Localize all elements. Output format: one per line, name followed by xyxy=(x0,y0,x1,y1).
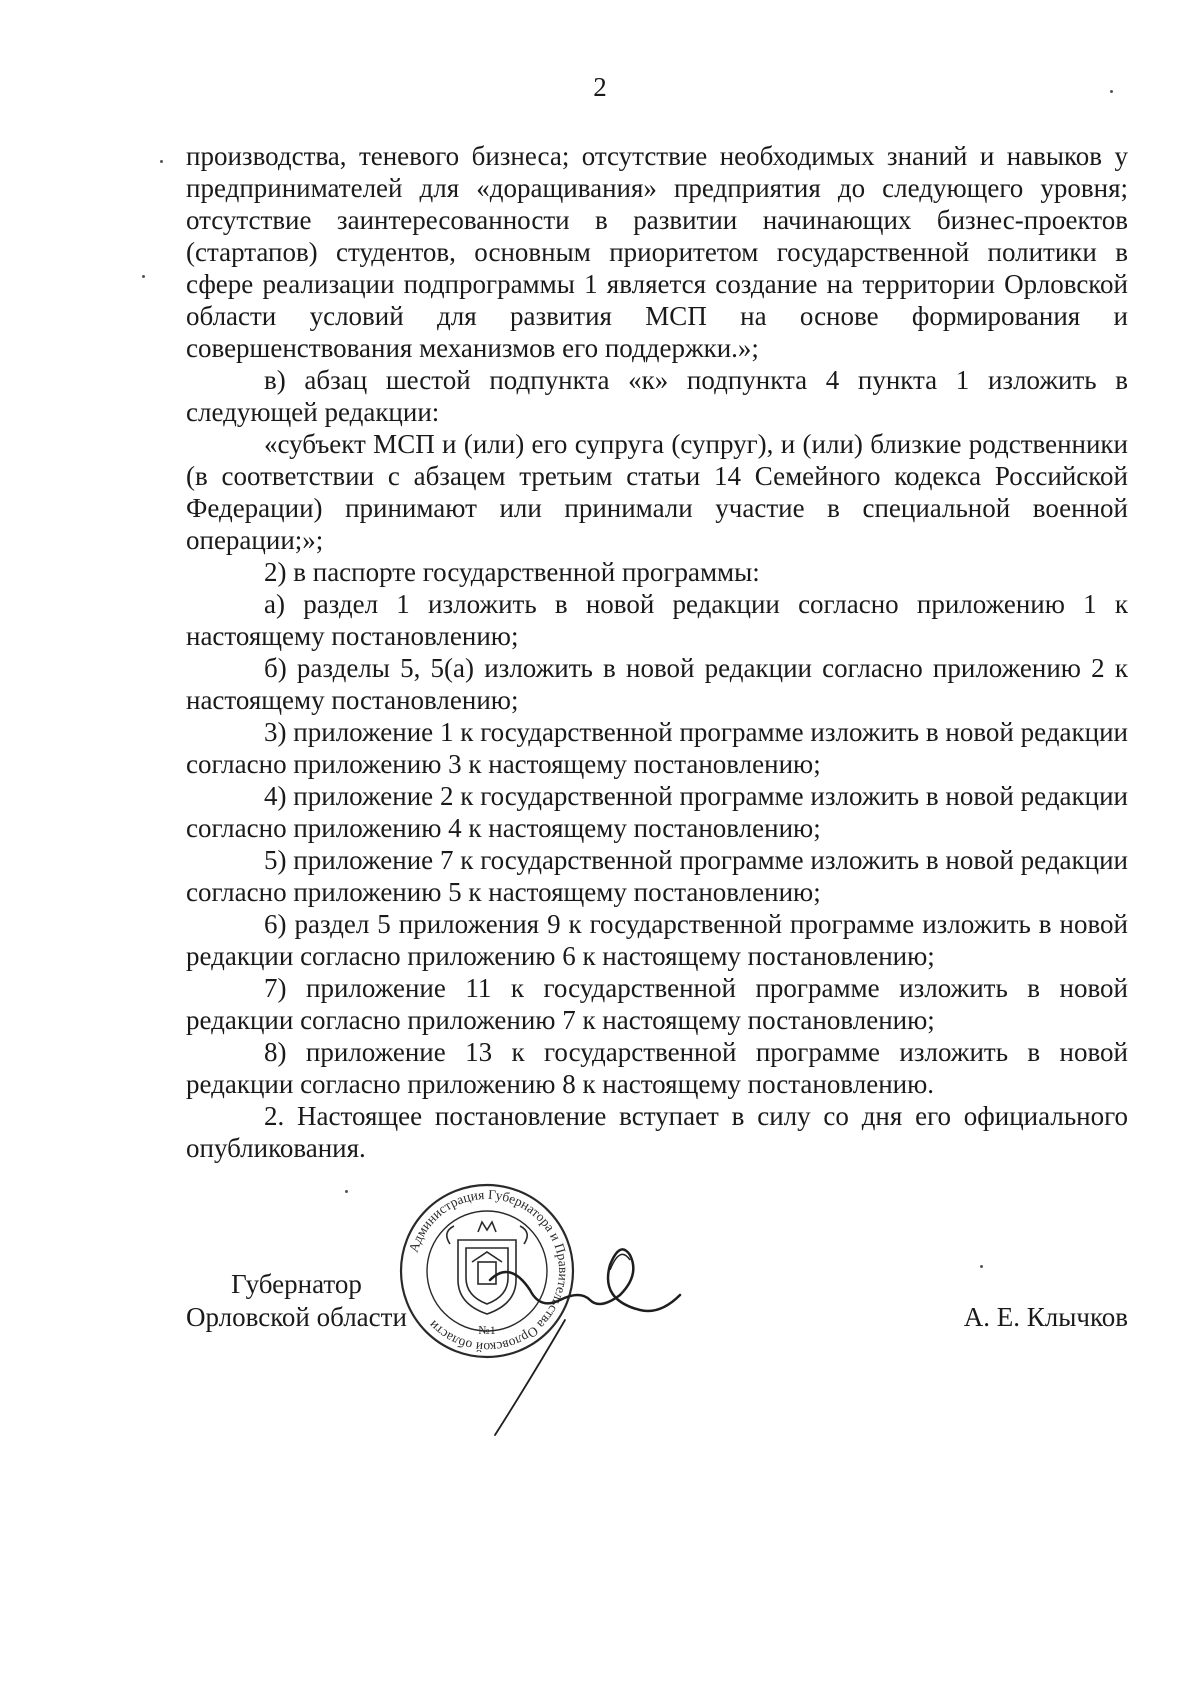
paragraph-item-3: 3) приложение 1 к государственной программе изложить в новой редакции согласно приложению 3 к настоящему постановлению; xyxy=(186,717,1128,779)
paragraph-item-6: 6) раздел 5 приложения 9 к государственной программе изложить в новой редакции согласно приложению 6 к настоящему постановлению; xyxy=(186,909,1128,971)
paragraph-item-4: 4) приложение 2 к государственной программе изложить в новой редакции согласно приложению 4 к настоящему постановлению; xyxy=(186,781,1128,843)
signer-name: А. Е. Клычков xyxy=(963,1302,1128,1332)
signature xyxy=(470,1240,700,1440)
scan-speck xyxy=(1110,90,1113,93)
paragraph-item-8: 8) приложение 13 к государственной программе изложить в новой редакции согласно приложению 8 к настоящему постановлению. xyxy=(186,1037,1128,1099)
paragraph-item-a: а) раздел 1 изложить в новой редакции согласно приложению 1 к настоящему постановлению; xyxy=(186,589,1128,651)
paragraph-item-5: 5) приложение 7 к государственной программе изложить в новой редакции согласно приложению 5 к настоящему постановлению; xyxy=(186,845,1128,907)
scan-speck xyxy=(160,160,163,163)
paragraph-item-7: 7) приложение 11 к государственной программе изложить в новой редакции согласно приложению 7 к настоящему постановлению; xyxy=(186,973,1128,1035)
signer-title-line1: Губернатор xyxy=(231,1269,362,1299)
signer-title xyxy=(186,1268,407,1334)
scan-speck xyxy=(142,275,145,278)
paragraph-item-v: в) абзац шестой подпункта «к» подпункта 4 пункта 1 изложить в следующей редакции: xyxy=(186,365,1128,427)
paragraph-effective-date: 2. Настоящее постановление вступает в силу со дня его официального опубликования. xyxy=(186,1101,1128,1163)
document-body xyxy=(186,140,1128,1164)
seal-ring-text: Администрация Губернатора и Правительства Орловской области xyxy=(405,1186,572,1356)
seal-number: №1 xyxy=(478,1323,496,1337)
paragraph-continuation: производства, теневого бизнеса; отсутствие необходимых знаний и навыков у предпринимателей для «доращивания» предприятия до следующего уровня; отсутствие заинтересованности в развитии начинающих бизнес-проектов (стартапов) студентов, основным приоритетом государственной политики в сфере реализации подпрограммы 1 является создание на территории Орловской области условий для развития МСП на основе формирования и совершенствования механизмов его поддержки.»; xyxy=(186,141,1128,363)
scan-speck xyxy=(345,1190,348,1193)
paragraph-item-b: б) разделы 5, 5(а) изложить в новой редакции согласно приложению 2 к настоящему постановлению; xyxy=(186,653,1128,715)
page-number: 2 xyxy=(593,72,607,102)
paragraph-item-2: 2) в паспорте государственной программы: xyxy=(264,557,760,587)
signer-title-line2: Орловской области xyxy=(186,1302,407,1332)
paragraph-quote: «субъект МСП и (или) его супруга (супруг), и (или) близкие родственники (в соответствии с абзацем третьим статьи 14 Семейного кодекса Российской Федерации) принимают или принимали участие в специальной военной операции;»; xyxy=(186,429,1128,555)
scan-speck xyxy=(980,1265,983,1268)
